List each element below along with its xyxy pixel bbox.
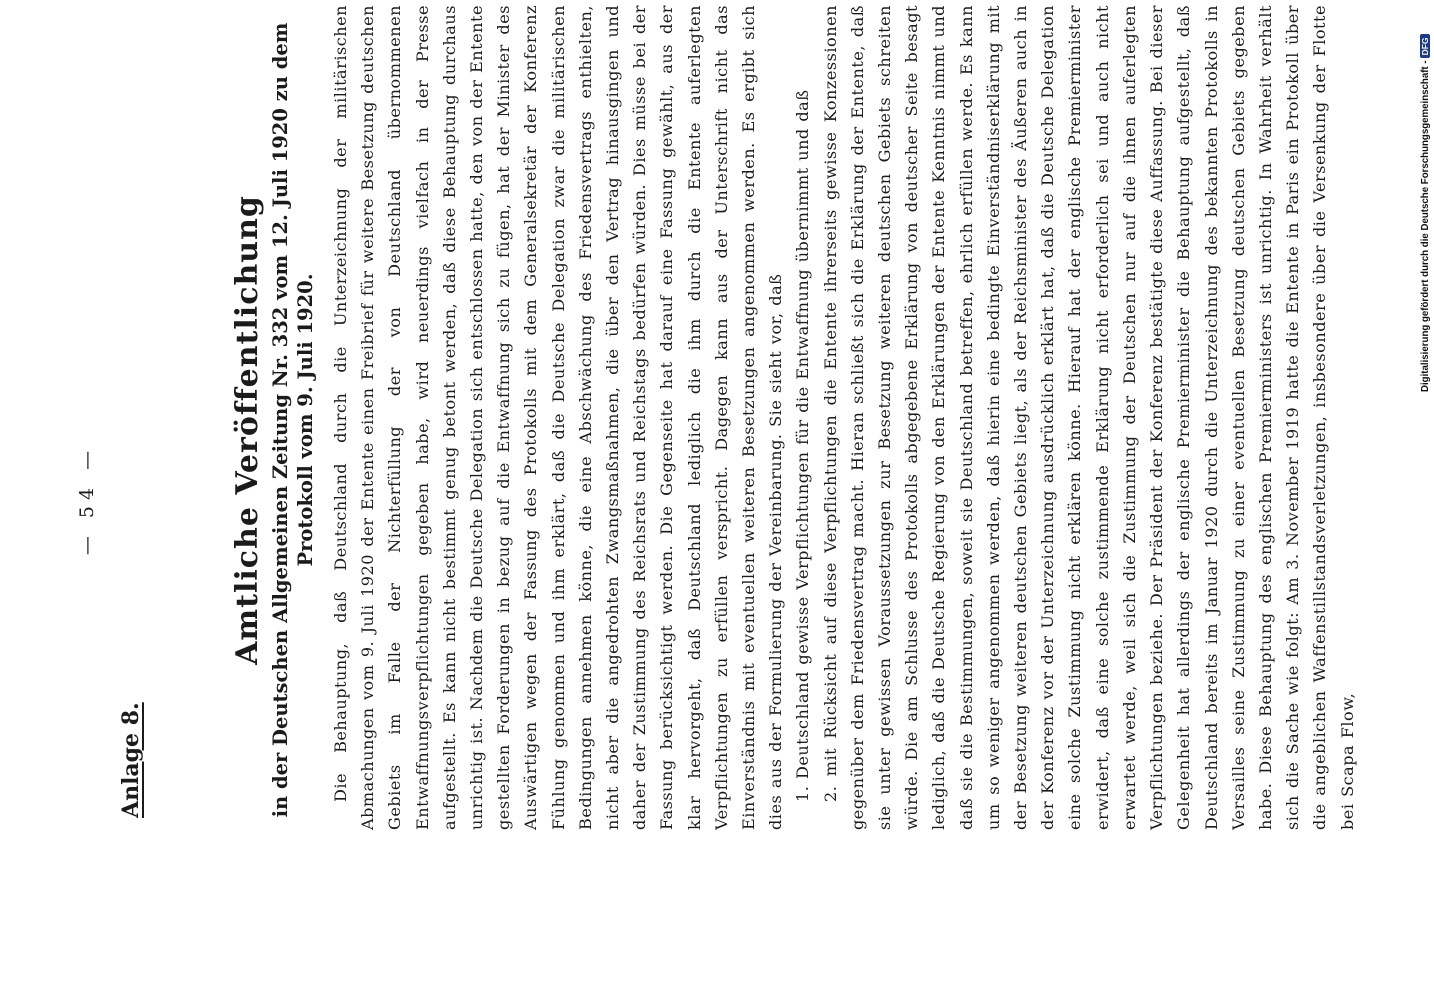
paragraph: Die Behauptung, daß Deutschland durch die Unterzeichnung der militärischen Abmachungen vom 9. Juli 1920 der Entente einen Freibrief für weitere Besetzung deutschen Gebiets im Falle der Nichterfüllung der von Deutschland übernommenen Entwaffnungsverpflichtungen gegeben habe, wird neuerdings vielfach in der Presse aufgestellt. Es kann nicht bestimmt genug betont werden, daß diese Behauptung durchaus unrichtig ist. Nachdem die Deutsche Delegation sich entschlossen hatte, den von der Entente gestellten Forderungen in bezug auf die Entwaffnung sich zu fügen, hat der Minister des Auswärtigen wegen der Fassung des Protokolls mit dem Generalsekretär der Konferenz Fühlung genommen und ihm erklärt, daß die Deutsche Delegation zwar die militärischen Bedingungen annehmen könne, die eine Abschwächung des Friedensvertrags enthielten, nicht aber die angedrohten Zwangsmaßnahmen, die über den Vertrag hinausgingen und daher der Zustimmung des Reichsrats und Reichstags bedürfen würden. Dies müsse bei der Fassung berücksichtigt werden. Die Gegenseite hat darauf eine Fassung gewählt, aus der klar hervorgeht, daß Deutschland lediglich die ihm durch die Entente auferlegten Verpflichtungen zu erfüllen verspricht. Dagegen kann aus der Unterschrift nicht das Einverständnis mit eventuellen weiteren Besetzungen angenommen werden. Es ergibt sich dies aus der Formulierung der Vereinbarung. Sie sieht vor, daß [331, 5, 786, 830]
digitization-credit-text: Digitalisierung gefördert durch die Deutsche Forschungsgemeinschaft - [1420, 60, 1431, 392]
page-number: — 54 — [76, 444, 98, 556]
document-subtitle: in der Deutschen Allgemeinen Zeitung Nr. 332 vom 12. Juli 1920 zu dem Protokoll vom 9. Juli 1920. [269, 22, 317, 818]
body-text [327, 5, 1357, 830]
list-item: 1. Deutschland gewisse Verpflichtungen für die Entwaffnung übernimmt und daß [793, 89, 813, 802]
annex-label: Anlage 8. [118, 702, 144, 818]
list-item: 2. mit Rücksicht auf diese Verpflichtungen die Entente ihrerseits gewisse Konzessionen gegenüber dem Friedensvertrag macht. Hieran schließt sich die Erklärung der Entente, daß sie unter gewissen Voraussetzungen zur Besetzung weiteren deutschen Gebiets schreiten würde. Die am Schlusse des Protokolls abgegebene Erklärung von deutscher Seite besagt lediglich, daß die Deutsche Regierung von den Erklärungen der Entente Kenntnis nimmt und daß sie die Bestimmungen, soweit sie Deutschland betreffen, ehrlich erfüllen werde. Es kann um so weniger angenommen werden, daß hierin eine bedingte Einverständniserklärung mit der Besetzung weiteren deutschen Gebiets liegt, als der Reichsminister des Äußeren auch in der Konferenz vor der Unterzeichnung ausdrücklich erklärt hat, daß die Deutsche Delegation eine solche Zustimmung nicht erklären könne. Hierauf hat der englische Premierminister erwidert, daß eine solche zustimmende Erklärung nicht erforderlich sei und auch nicht erwartet werde, weil sich die Zustimmung der Deutschen nur auf die ihnen auferlegten Verpflichtungen beziehe. Der Präsident der Konferenz bestätigte diese Auffassung. Bei dieser Gelegenheit hat allerdings der englische Premierminister die Behauptung aufgestellt, daß Deutschland bereits im Januar 1920 durch die Unterzeichnung des bekannten Protokolls in Versailles seine Zustimmung zu einer eventuellen Besetzung deutschen Gebiets gegeben habe. Diese Behauptung des englischen Premierministers ist unrichtig. In Wahrheit verhält sich die Sache wie folgt: Am 3. November 1919 hatte die Entente in Paris ein Protokoll über die angeblichen Waffenstillstandsverletzungen, insbesondere über die Versenkung der Flotte bei Scapa Flow, [820, 5, 1357, 830]
numbered-list [789, 5, 1360, 830]
document-title: Amtliche Veröffentlichung [230, 195, 265, 665]
digitization-credit [1420, 0, 1434, 392]
dfg-logo: DFG [1420, 34, 1430, 58]
